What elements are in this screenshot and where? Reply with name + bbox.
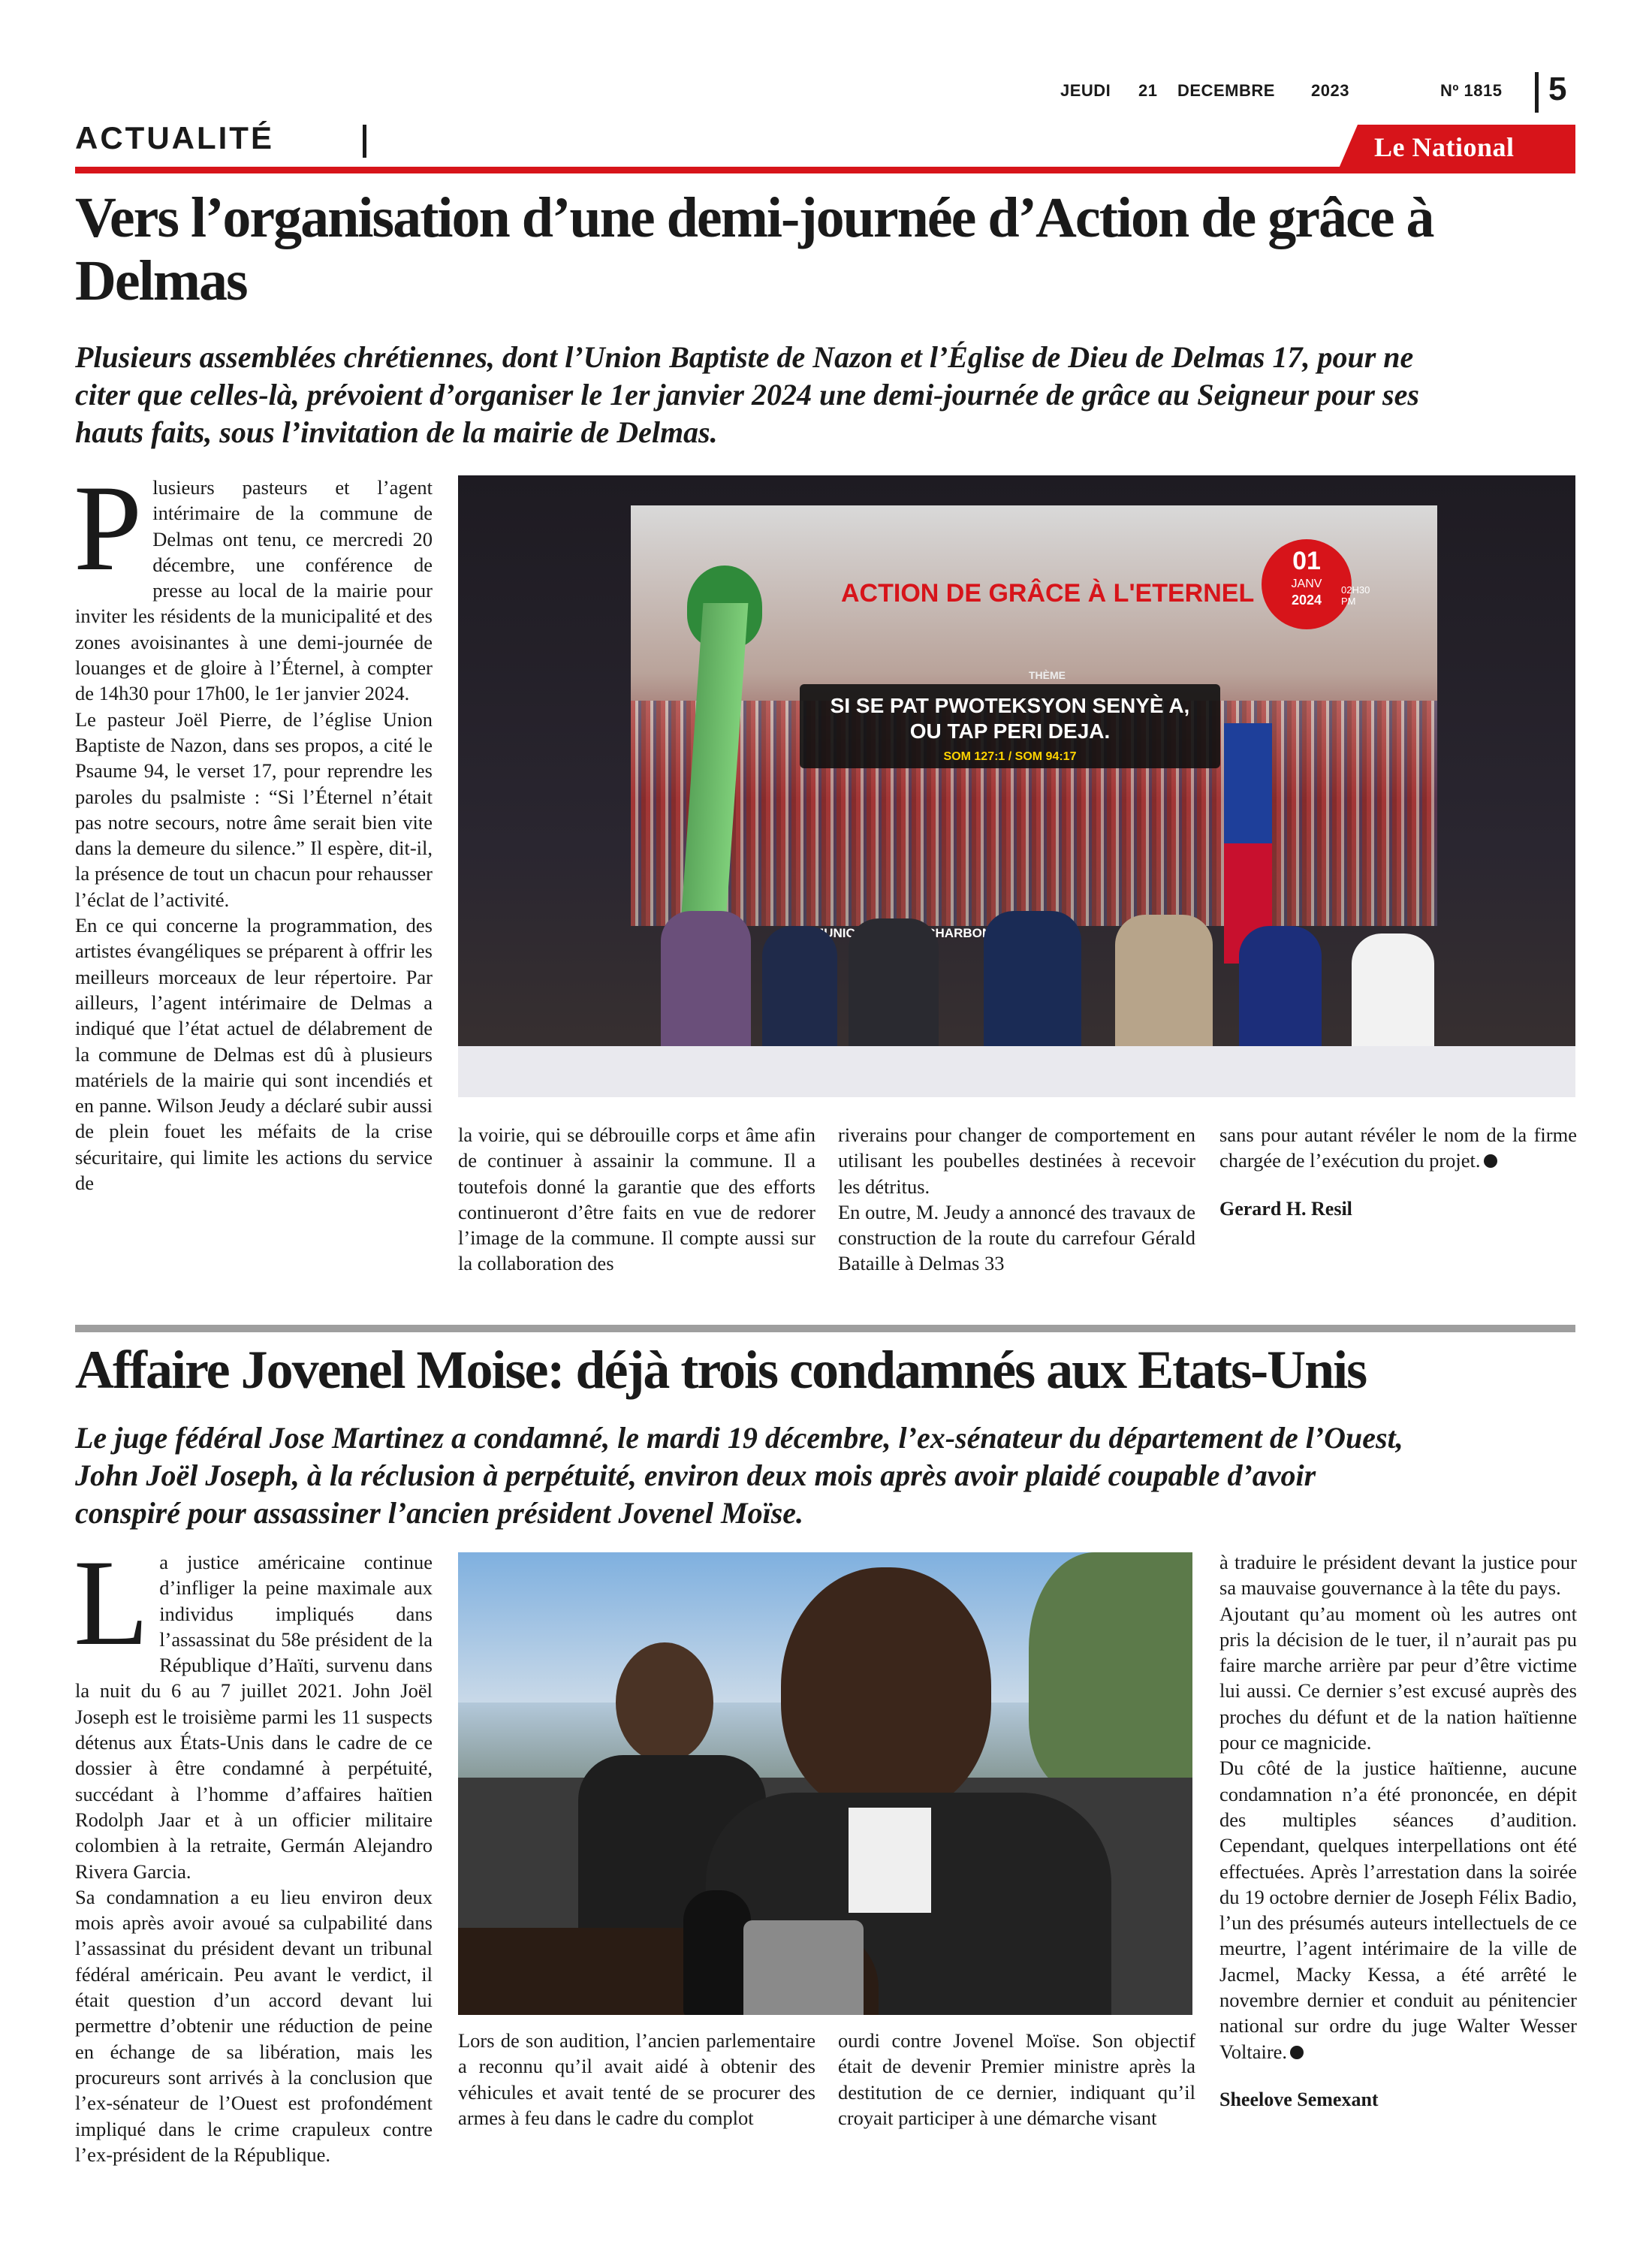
date-badge-month: JANV	[1291, 578, 1322, 590]
municipal-banner: MUNIC CHARBONIER	[813, 926, 1013, 940]
header-day: JEUDI	[1060, 81, 1111, 100]
panelist	[984, 911, 1081, 1061]
article1-lede-line: citer que celles-là, prévoient d’organiser le 1er janvier 2024 une demi-journée de grâce au Seigneur pour ses	[75, 378, 1419, 412]
header-rule	[75, 167, 1575, 173]
date-badge-time: 02H30 PM	[1341, 584, 1370, 607]
subject-face	[781, 1567, 991, 1815]
article2-photo	[458, 1552, 1192, 2015]
panelist	[849, 918, 939, 1061]
panelist	[1352, 933, 1434, 1061]
article1-column-1	[74, 460, 433, 1196]
article2-paragraph: ourdi contre Jovenel Moïse. Son objectif était de devenir Premier ministre après la destitution de ce dernier, indiquant qu’il croyait participer à une démarche visant	[838, 2029, 1195, 2129]
article2-column-3	[838, 2028, 1195, 2131]
article2-paragraph: a justice américaine continue d’infliger la peine maximale aux individus impliqués dans l’assassinat du 58e président de la République d’Haïti, survenu dans la nuit du 6 au 7 juillet 2021. John Joël Joseph est le troisième parmi les 11 suspects détenus aux États-Unis dans le cadre de ce dossier à être condamné à perpétuité, succédant à l’homme d’affaires haïtien Rodolph Jaar et à un officier militaire colombien à la retraite, Germán Alejandro Rivera Garcia.	[75, 1551, 433, 1883]
article1-paragraph: En outre, M. Jeudy a annoncé des travaux de construction de la route du carrefour Gérald Bataille à Delmas 33	[838, 1200, 1195, 1275]
issue-number: Nº 1815	[1440, 81, 1503, 100]
header-year: 2023	[1311, 81, 1349, 100]
theme-reference: SOM 127:1 / SOM 94:17	[943, 750, 1077, 763]
panelist	[1239, 926, 1322, 1061]
article2-column-4	[1219, 1549, 1577, 2113]
article2-dropcap: L	[74, 1535, 149, 1671]
article1-byline: Gerard H. Resil	[1219, 1197, 1352, 1220]
article1-paragraph: la voirie, qui se débrouille corps et âme afin de continuer à assainir la commune. Il a toutefois donné la garantie que des efforts continueront d’être faits en vue de redorer l’image de la commune. Il compte aussi sur la collaboration des	[458, 1123, 815, 1275]
article2-lede-line: John Joël Joseph, à la réclusion à perpétuité, environ deux mois après avoir plaidé coupable d’avoir	[75, 1458, 1316, 1492]
article2-paragraph: Ajoutant qu’au moment où les autres ont pris la décision de le tuer, il n’aurait pas pu faire marche arrière par peur d’être victime lui aussi. Ce dernier s’est excusé auprès des proches du défunt et de la nation haïtienne pour ce magnicide.	[1219, 1602, 1577, 1754]
page-number: 5	[1548, 71, 1567, 107]
article2-paragraph: Du côté de la justice haïtienne, aucune condamnation n’a été prononcée, en dépit des multiples séances d’audition. Cependant, quelques interpellations ont été effectuées. Après l’arrestation dans la soirée du 19 octobre dernier de Joseph Félix Badio, l’un des présumés auteurs intellectuels de ce meurtre, l’agent intérimaire de la ville de Jacmel, Macky Kessa, a été arrêté le novembre dernier et conduit au pénitencier national sur ordre du juge Walter Wesser Voltaire.	[1219, 1757, 1577, 2063]
article1-headline-line2: Delmas	[75, 249, 247, 312]
article2-paragraph: Sa condamnation a eu lieu environ deux mois après avoir avoué sa culpabilité dans l’assassinat du président devant un tribunal fédéral américain. Peu avant le verdict, il était question d’un accord devant lui permettre d’obtenir une réduction de peine en échange de sa libération, mais les procureurs sont arrivés à la conclusion que l’ex-sénateur de l’Ouest est profondément impliqué dans le crime crapuleux contre l’ex-président de la République.	[75, 1885, 433, 2166]
article1-lede	[75, 339, 1577, 451]
article2-paragraph: Lors de son audition, l’ancien parlementaire a reconnu qu’il avait aidé à obtenir des véhicules et avait tenté de se procurer des armes à feu dans le cadre du complot	[458, 2029, 815, 2129]
section-title: ACTUALITÉ	[75, 120, 274, 155]
article2-lede	[75, 1419, 1577, 1532]
article1-column-4	[1219, 1122, 1577, 1222]
article1-paragraph: En ce qui concerne la programmation, des artistes évangéliques se préparent à offrir les meilleurs morceaux de leur répertoire. Par ailleurs, l’agent intérimaire de Delmas a indiqué que l’état actuel de délabrement de la commune de Delmas est dû à plusieurs matériels de la mairie qui sont incendiés et en panne. Wilson Jeudy a déclaré subir aussi de plein fouet les méfaits de la crise sécuritaire, qui limite les actions du service de	[75, 914, 433, 1195]
subject-shirt	[849, 1808, 931, 1913]
article1-paragraph: Le pasteur Joël Pierre, de l’église Union Baptiste de Nazon, dans ses propos, a cité le Psaume 94, le verset 17, pour reprendre les paroles du psalmiste : “Si l’Éternel n’était pas notre secours, notre âme serait bien vite dans la demeure du silence.” Il espère, dit-il, la présence de tout un chacun pour rehausser l’éclat de l’activité.	[75, 707, 433, 911]
panelist	[762, 926, 837, 1061]
article2-paragraph: à traduire le président devant la justice pour sa mauvaise gouvernance à la tête du pays.	[1219, 1551, 1577, 1600]
article1-column-2	[458, 1122, 815, 1277]
header-date-num: 21	[1138, 81, 1158, 100]
bystander-head	[616, 1642, 713, 1763]
article1-headline-line1: Vers l’organisation d’une demi-journée d’Action de grâce à	[75, 186, 1433, 249]
article1-lede-line: hauts faits, sous l’invitation de la mairie de Delmas.	[75, 415, 718, 449]
conference-table	[458, 1046, 1575, 1097]
theme-text	[807, 693, 1213, 770]
brand-name: Le National	[1374, 132, 1515, 162]
article1-headline	[75, 186, 1433, 312]
screen-title: ACTION DE GRÂCE À L'ETERNEL	[841, 579, 1255, 608]
end-mark-icon	[1290, 2046, 1304, 2059]
panelist	[1115, 915, 1213, 1061]
article1-dropcap: P	[74, 460, 143, 596]
article2-byline: Sheelove Semexant	[1219, 2088, 1379, 2110]
end-mark-icon	[1484, 1154, 1497, 1168]
article1-paragraph: sans pour autant révéler le nom de la firme chargée de l’exécution du projet.	[1219, 1123, 1577, 1172]
theme-label: THÈME	[1029, 669, 1066, 681]
section-divider	[363, 125, 366, 158]
tree	[1029, 1552, 1192, 1793]
article1-lede-line: Plusieurs assemblées chrétiennes, dont l’Union Baptiste de Nazon et l’Église de Dieu de Delmas 17, pour ne	[75, 340, 1414, 374]
article1-photo	[458, 475, 1575, 1097]
recorder-icon	[743, 1920, 864, 2015]
article2-lede-line: Le juge fédéral Jose Martinez a condamné, le mardi 19 décembre, l’ex-sénateur du département de l’Ouest,	[75, 1421, 1403, 1455]
microphone-icon	[683, 1890, 751, 2015]
article1-column-3	[838, 1122, 1195, 1277]
panelist	[661, 911, 751, 1061]
article1-paragraph: lusieurs pasteurs et l’agent intérimaire de la commune de Delmas ont tenu, ce mercredi 20 décembre, une conférence de presse au local de la mairie pour inviter les résidents de la municipalité et des zones avoisinantes à une demi-journée de louanges et de gloire à l’Éternel, à compter de 14h30 pour 17h00, le 1er janvier 2024.	[75, 476, 433, 705]
article-divider	[75, 1325, 1575, 1332]
header-month: DECEMBRE	[1177, 81, 1275, 100]
article2-column-2	[458, 2028, 815, 2131]
theme-line: SI SE PAT PWOTEKSYON SENYÈ A,	[830, 694, 1190, 717]
date-badge-year: 2024	[1291, 593, 1322, 608]
page-number-divider	[1535, 72, 1539, 113]
article1-paragraph: riverains pour changer de comportement en utilisant les poubelles destinées à recevoir les détritus.	[838, 1123, 1195, 1198]
article2-column-1	[74, 1535, 433, 2167]
article2-headline: Affaire Jovenel Moise: déjà trois condamnés aux Etats-Unis	[75, 1340, 1367, 1400]
date-badge-day: 01	[1292, 547, 1321, 575]
theme-line: OU TAP PERI DEJA.	[909, 719, 1111, 743]
article2-lede-line: conspiré pour assassiner l’ancien président Jovenel Moïse.	[75, 1496, 804, 1530]
